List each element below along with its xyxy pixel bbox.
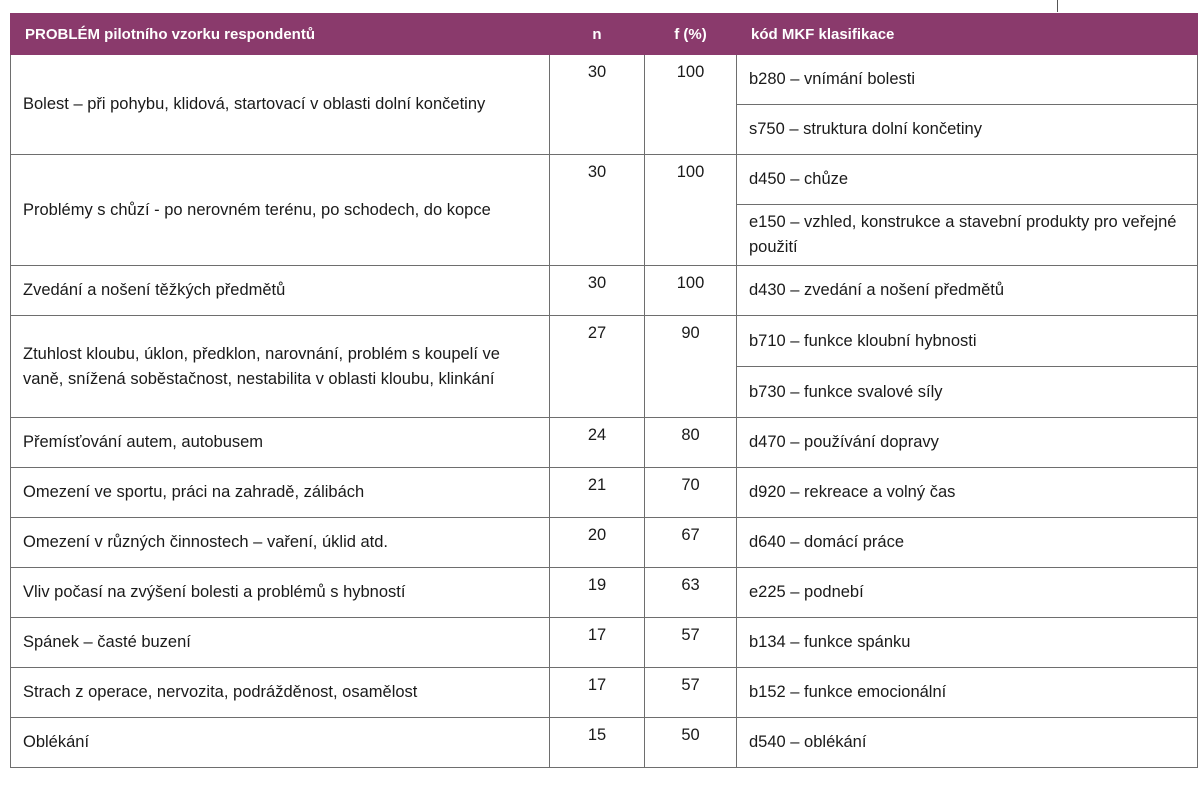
f-percent-cell: 63 xyxy=(645,568,737,618)
f-percent-cell: 100 xyxy=(645,155,737,266)
mkf-code-cell: d920 – rekreace a volný čas xyxy=(737,468,1198,518)
problem-cell: Strach z operace, nervozita, podrážděnost, osamělost xyxy=(11,668,550,718)
f-percent-cell: 100 xyxy=(645,266,737,316)
table-row xyxy=(11,668,1198,718)
n-cell: 19 xyxy=(550,568,645,618)
problem-cell: Zvedání a nošení těžkých předmětů xyxy=(11,266,550,316)
mkf-code-cell: d430 – zvedání a nošení předmětů xyxy=(737,266,1198,316)
f-percent-cell: 57 xyxy=(645,618,737,668)
mkf-code-cell: e150 – vzhled, konstrukce a stavební produkty pro veřejné použití xyxy=(737,205,1198,266)
mkf-code-cell: s750 – struktura dolní končetiny xyxy=(737,105,1198,155)
mkf-code-cell: d640 – domácí práce xyxy=(737,518,1198,568)
table-header-row xyxy=(11,14,1198,55)
table-row xyxy=(11,316,1198,367)
mkf-code-cell: b152 – funkce emocionální xyxy=(737,668,1198,718)
f-percent-cell: 67 xyxy=(645,518,737,568)
f-percent-cell: 50 xyxy=(645,718,737,768)
n-cell: 30 xyxy=(550,266,645,316)
mkf-code-cell: d450 – chůze xyxy=(737,155,1198,205)
table-row xyxy=(11,618,1198,668)
mkf-code-cell: b134 – funkce spánku xyxy=(737,618,1198,668)
header-problem: PROBLÉM pilotního vzorku respondentů xyxy=(11,14,550,55)
mkf-code-cell: d540 – oblékání xyxy=(737,718,1198,768)
mkf-code-cell: b730 – funkce svalové síly xyxy=(737,367,1198,418)
problem-cell: Omezení v různých činnostech – vaření, úklid atd. xyxy=(11,518,550,568)
mkf-code-cell: e225 – podnebí xyxy=(737,568,1198,618)
n-cell: 24 xyxy=(550,418,645,468)
table-body xyxy=(11,55,1198,768)
table-row xyxy=(11,266,1198,316)
mkf-code-cell: b710 – funkce kloubní hybnosti xyxy=(737,316,1198,367)
n-cell: 30 xyxy=(550,155,645,266)
header-n: n xyxy=(550,14,645,55)
n-cell: 17 xyxy=(550,668,645,718)
header-f: f (%) xyxy=(645,14,737,55)
problem-cell: Bolest – při pohybu, klidová, startovací v oblasti dolní končetiny xyxy=(11,55,550,155)
table-row xyxy=(11,155,1198,205)
page-edge-mark xyxy=(1057,0,1058,12)
n-cell: 20 xyxy=(550,518,645,568)
problem-cell: Spánek – časté buzení xyxy=(11,618,550,668)
f-percent-cell: 100 xyxy=(645,55,737,155)
n-cell: 15 xyxy=(550,718,645,768)
mkf-problem-table xyxy=(10,13,1198,768)
header-mkf-code: kód MKF klasifikace xyxy=(737,14,1198,55)
table-row xyxy=(11,718,1198,768)
table-row xyxy=(11,418,1198,468)
n-cell: 30 xyxy=(550,55,645,155)
n-cell: 27 xyxy=(550,316,645,418)
problem-cell: Ztuhlost kloubu, úklon, předklon, narovnání, problém s koupelí ve vaně, snížená soběstačnost, nestabilita v oblasti kloubu, klinkání xyxy=(11,316,550,418)
table-row xyxy=(11,468,1198,518)
f-percent-cell: 90 xyxy=(645,316,737,418)
table-row xyxy=(11,55,1198,105)
f-percent-cell: 57 xyxy=(645,668,737,718)
f-percent-cell: 80 xyxy=(645,418,737,468)
problem-cell: Vliv počasí na zvýšení bolesti a problémů s hybností xyxy=(11,568,550,618)
problem-cell: Omezení ve sportu, práci na zahradě, zálibách xyxy=(11,468,550,518)
n-cell: 21 xyxy=(550,468,645,518)
problem-cell: Problémy s chůzí - po nerovném terénu, po schodech, do kopce xyxy=(11,155,550,266)
mkf-code-cell: d470 – používání dopravy xyxy=(737,418,1198,468)
table-row xyxy=(11,568,1198,618)
problem-cell: Oblékání xyxy=(11,718,550,768)
n-cell: 17 xyxy=(550,618,645,668)
problem-cell: Přemísťování autem, autobusem xyxy=(11,418,550,468)
f-percent-cell: 70 xyxy=(645,468,737,518)
mkf-code-cell: b280 – vnímání bolesti xyxy=(737,55,1198,105)
table-row xyxy=(11,518,1198,568)
